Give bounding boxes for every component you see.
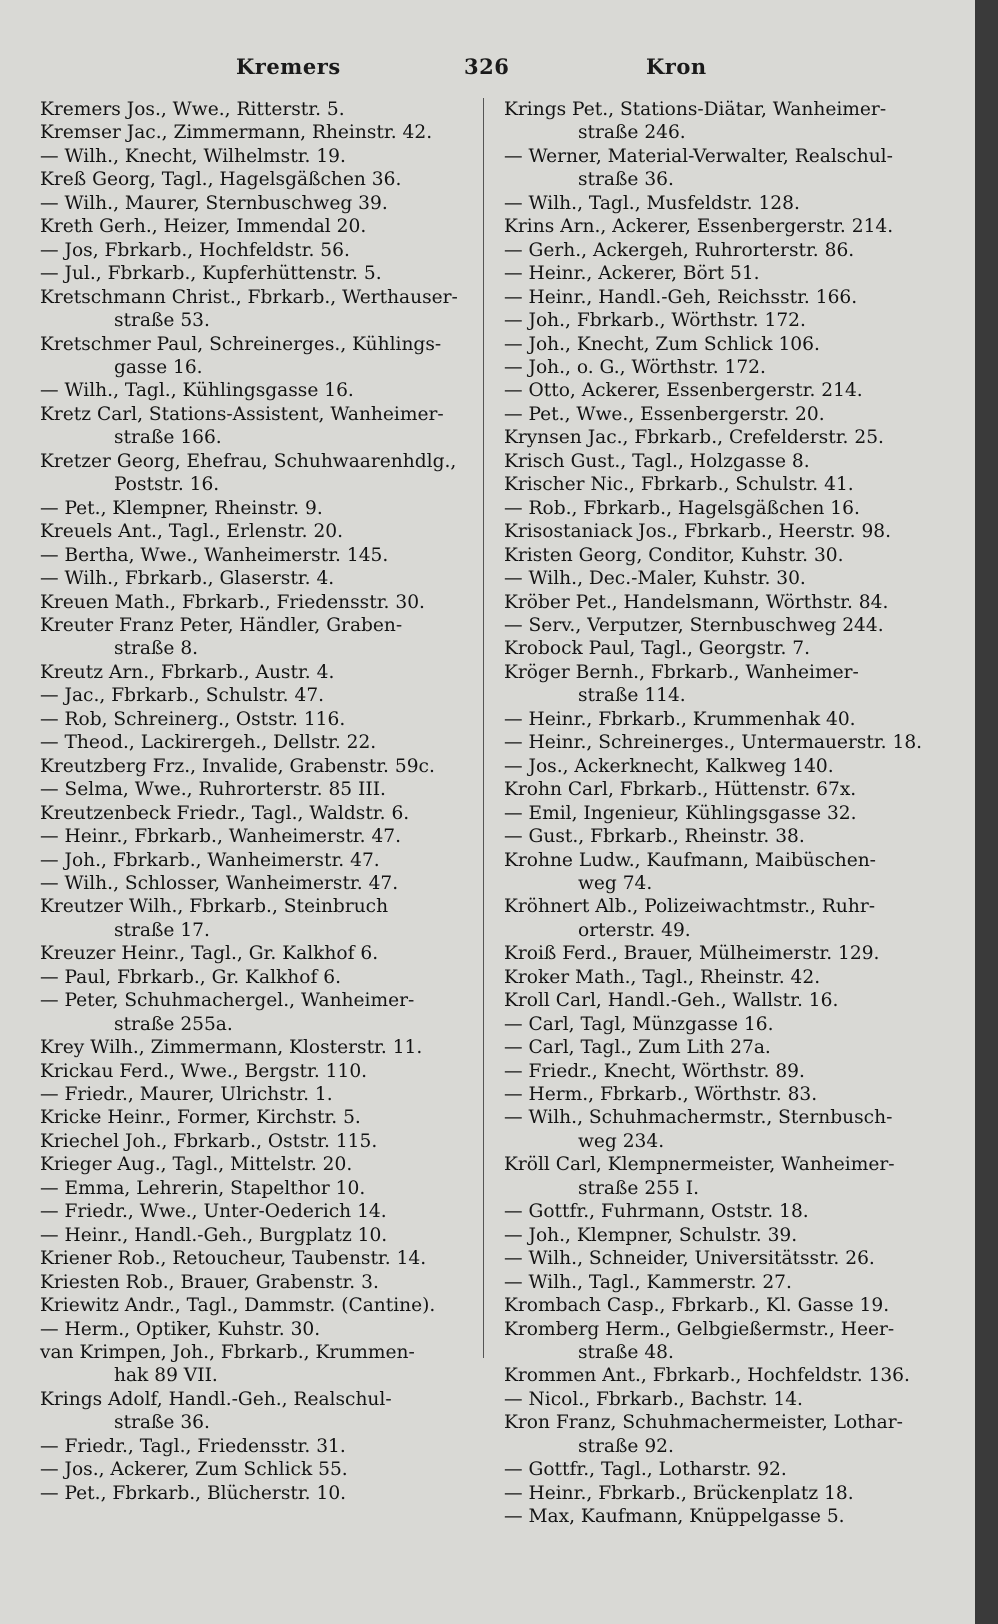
directory-entry bbox=[40, 567, 468, 590]
entry-continuation: Poststr. 16. bbox=[114, 474, 220, 496]
entry-continuation: straße 92. bbox=[578, 1435, 674, 1457]
directory-entry bbox=[504, 98, 924, 145]
entry-line: — Friedr., Maurer, Ulrichstr. 1. bbox=[40, 1084, 333, 1106]
entry-line: — Max, Kaufmann, Knüppelgasse 5. bbox=[504, 1506, 845, 1528]
entry-line: — Wilh., Tagl., Musfeldstr. 128. bbox=[504, 192, 800, 214]
directory-entry bbox=[40, 708, 468, 731]
entry-continuation: straße 255 I. bbox=[578, 1177, 699, 1199]
entry-continuation: weg 234. bbox=[578, 1130, 665, 1152]
directory-entry bbox=[40, 684, 468, 707]
directory-entry bbox=[504, 1505, 924, 1528]
directory-entry bbox=[40, 895, 468, 942]
entry-line: — Jos, Fbrkarb., Hochfeldstr. 56. bbox=[40, 239, 350, 261]
entry-line: Kroll Carl, Handl.-Geh., Wallstr. 16. bbox=[504, 990, 839, 1012]
directory-entry bbox=[40, 379, 468, 402]
directory-entry bbox=[40, 333, 468, 380]
directory-entry bbox=[40, 1153, 468, 1176]
directory-entry bbox=[40, 731, 468, 754]
directory-entry bbox=[40, 825, 468, 848]
entry-line: Kreuzer Heinr., Tagl., Gr. Kalkhof 6. bbox=[40, 943, 379, 965]
entry-continuation: straße 8. bbox=[114, 638, 199, 660]
page-edge bbox=[975, 0, 998, 1624]
entry-line: Krommen Ant., Fbrkarb., Hochfeldstr. 136. bbox=[504, 1365, 910, 1387]
entry-line: — Selma, Wwe., Ruhrorterstr. 85 III. bbox=[40, 779, 386, 801]
directory-entry bbox=[40, 966, 468, 989]
entry-line: — Friedr., Knecht, Wörthstr. 89. bbox=[504, 1060, 805, 1082]
directory-entry bbox=[504, 286, 924, 309]
entry-line: Krings Pet., Stations-Diätar, Wanheimer- bbox=[504, 99, 887, 120]
entry-line: — Joh., o. G., Wörthstr. 172. bbox=[504, 356, 766, 378]
directory-entry bbox=[504, 356, 924, 379]
entry-line: — Gottfr., Fuhrmann, Oststr. 18. bbox=[504, 1201, 809, 1223]
entry-line: Kriesten Rob., Brauer, Grabenstr. 3. bbox=[40, 1271, 379, 1293]
entry-line: — Emma, Lehrerin, Stapelthor 10. bbox=[40, 1177, 366, 1199]
entry-line: — Herm., Fbrkarb., Wörthstr. 83. bbox=[504, 1084, 818, 1106]
directory-entry bbox=[40, 1458, 468, 1481]
entry-line: — Rob, Schreinerg., Oststr. 116. bbox=[40, 708, 346, 730]
directory-entry bbox=[40, 520, 468, 543]
entry-line: — Pet., Wwe., Essenbergerstr. 20. bbox=[504, 403, 825, 425]
entry-line: — Carl, Tagl., Zum Lith 27a. bbox=[504, 1037, 771, 1059]
entry-line: — Wilh., Schuhmachermstr., Sternbusch- bbox=[504, 1107, 893, 1129]
directory-entry bbox=[504, 145, 924, 192]
entry-line: — Werner, Material-Verwalter, Realschul- bbox=[504, 145, 893, 167]
directory-entry bbox=[40, 450, 468, 497]
entry-line: — Heinr., Fbrkarb., Wanheimerstr. 47. bbox=[40, 826, 402, 848]
directory-entry bbox=[40, 1130, 468, 1153]
directory-entry bbox=[40, 989, 468, 1036]
directory-entry bbox=[40, 778, 468, 801]
directory-entry bbox=[504, 1364, 924, 1387]
entry-line: Kricke Heinr., Former, Kirchstr. 5. bbox=[40, 1107, 361, 1129]
entry-line: — Heinr., Handl.-Geh., Burgplatz 10. bbox=[40, 1224, 388, 1246]
directory-entry bbox=[504, 473, 924, 496]
entry-line: — Pet., Fbrkarb., Blücherstr. 10. bbox=[40, 1482, 347, 1504]
directory-entry bbox=[504, 1458, 924, 1481]
directory-entry bbox=[504, 1482, 924, 1505]
directory-entry bbox=[40, 497, 468, 520]
directory-entry bbox=[40, 262, 468, 285]
entry-line: Krisostaniack Jos., Fbrkarb., Heerstr. 98. bbox=[504, 521, 892, 543]
directory-entry bbox=[504, 309, 924, 332]
entry-line: Krings Adolf, Handl.-Geh., Realschul- bbox=[40, 1388, 392, 1410]
entry-line: Krohne Ludw., Kaufmann, Maibüschen- bbox=[504, 849, 876, 871]
directory-entry bbox=[504, 1271, 924, 1294]
directory-entry bbox=[40, 1294, 468, 1317]
entry-line: — Emil, Ingenieur, Kühlingsgasse 32. bbox=[504, 802, 857, 824]
entry-line: Krisch Gust., Tagl., Holzgasse 8. bbox=[504, 450, 810, 472]
directory-entry bbox=[40, 1106, 468, 1129]
entry-line: Kreuter Franz Peter, Händler, Graben- bbox=[40, 614, 403, 636]
directory-entry bbox=[40, 849, 468, 872]
directory-entry bbox=[504, 262, 924, 285]
directory-entry bbox=[40, 661, 468, 684]
directory-entry bbox=[504, 544, 924, 567]
directory-entry bbox=[40, 215, 468, 238]
entry-line: Kretz Carl, Stations-Assistent, Wanheimer- bbox=[40, 403, 444, 425]
entry-line: — Rob., Fbrkarb., Hagelsgäßchen 16. bbox=[504, 497, 860, 519]
directory-entry bbox=[40, 755, 468, 778]
directory-entry bbox=[504, 379, 924, 402]
entry-continuation: straße 48. bbox=[578, 1342, 674, 1364]
entry-line: — Friedr., Wwe., Unter-Oederich 14. bbox=[40, 1201, 387, 1223]
entry-line: Kreuen Math., Fbrkarb., Friedensstr. 30. bbox=[40, 591, 425, 613]
entry-line: Kriechel Joh., Fbrkarb., Oststr. 115. bbox=[40, 1130, 378, 1152]
directory-entry bbox=[504, 1224, 924, 1247]
entry-line: — Bertha, Wwe., Wanheimerstr. 145. bbox=[40, 544, 389, 566]
entry-continuation: hak 89 VII. bbox=[114, 1365, 218, 1387]
entry-line: — Wilh., Tagl., Kühlingsgasse 16. bbox=[40, 380, 354, 402]
directory-entry bbox=[504, 1200, 924, 1223]
directory-entry bbox=[40, 614, 468, 661]
left-column bbox=[40, 98, 468, 1505]
directory-entry bbox=[40, 286, 468, 333]
entry-continuation: straße 36. bbox=[114, 1412, 210, 1434]
entry-line: — Wilh., Tagl., Kammerstr. 27. bbox=[504, 1271, 792, 1293]
entry-line: — Joh., Knecht, Zum Schlick 106. bbox=[504, 333, 820, 355]
directory-entry bbox=[504, 215, 924, 238]
entry-continuation: orterstr. 49. bbox=[578, 919, 691, 941]
entry-line: van Krimpen, Joh., Fbrkarb., Krummen- bbox=[40, 1342, 415, 1364]
entry-line: Krins Arn., Ackerer, Essenbergerstr. 214. bbox=[504, 216, 894, 238]
entry-line: Kristen Georg, Conditor, Kuhstr. 30. bbox=[504, 544, 844, 566]
entry-line: — Jac., Fbrkarb., Schulstr. 47. bbox=[40, 685, 325, 707]
entry-line: — Theod., Lackirergeh., Dellstr. 22. bbox=[40, 732, 377, 754]
directory-entry bbox=[504, 1106, 924, 1153]
directory-entry bbox=[504, 802, 924, 825]
directory-entry bbox=[504, 1060, 924, 1083]
entry-line: — Jos., Ackerknecht, Kalkweg 140. bbox=[504, 755, 834, 777]
entry-line: Kreuels Ant., Tagl., Erlenstr. 20. bbox=[40, 521, 344, 543]
directory-entry bbox=[504, 614, 924, 637]
directory-entry bbox=[40, 1435, 468, 1458]
entry-line: — Heinr., Fbrkarb., Krummenhak 40. bbox=[504, 708, 856, 730]
entry-line: Krieger Aug., Tagl., Mittelstr. 20. bbox=[40, 1154, 353, 1176]
directory-entry bbox=[504, 942, 924, 965]
entry-line: — Heinr., Ackerer, Bört 51. bbox=[504, 263, 760, 285]
directory-entry bbox=[40, 802, 468, 825]
entry-line: Krynsen Jac., Fbrkarb., Crefelderstr. 25. bbox=[504, 427, 884, 449]
directory-entry bbox=[504, 520, 924, 543]
directory-entry bbox=[40, 1224, 468, 1247]
directory-entry bbox=[40, 168, 468, 191]
directory-entry bbox=[40, 942, 468, 965]
entry-line: Kremser Jac., Zimmermann, Rheinstr. 42. bbox=[40, 122, 433, 144]
entry-continuation: straße 166. bbox=[114, 427, 222, 449]
entry-line: — Joh., Fbrkarb., Wanheimerstr. 47. bbox=[40, 849, 380, 871]
directory-entry bbox=[504, 192, 924, 215]
entry-line: Krombach Casp., Fbrkarb., Kl. Gasse 19. bbox=[504, 1295, 890, 1317]
entry-line: Kröll Carl, Klempnermeister, Wanheimer- bbox=[504, 1154, 895, 1176]
directory-entry bbox=[504, 966, 924, 989]
directory-entry bbox=[504, 895, 924, 942]
right-column bbox=[504, 98, 924, 1529]
directory-entry bbox=[40, 1083, 468, 1106]
directory-entry bbox=[504, 1388, 924, 1411]
directory-entry bbox=[504, 426, 924, 449]
directory-entry bbox=[40, 872, 468, 895]
directory-entry bbox=[40, 98, 468, 121]
directory-entry bbox=[504, 731, 924, 754]
directory-entry bbox=[504, 1083, 924, 1106]
directory-entry bbox=[40, 1318, 468, 1341]
directory-entry bbox=[40, 1036, 468, 1059]
header-right-catchword: Kron bbox=[646, 54, 707, 79]
directory-entry bbox=[40, 591, 468, 614]
directory-entry bbox=[504, 849, 924, 896]
entry-line: — Heinr., Schreinerges., Untermauerstr. 18. bbox=[504, 732, 923, 754]
entry-line: — Joh., Klempner, Schulstr. 39. bbox=[504, 1224, 798, 1246]
entry-line: Kromberg Herm., Gelbgießermstr., Heer- bbox=[504, 1318, 895, 1340]
directory-entry bbox=[504, 333, 924, 356]
entry-line: Kreutzer Wilh., Fbrkarb., Steinbruch bbox=[40, 896, 389, 918]
entry-line: Kreth Gerh., Heizer, Immendal 20. bbox=[40, 216, 367, 238]
directory-entry bbox=[504, 450, 924, 473]
entry-line: Kremers Jos., Wwe., Ritterstr. 5. bbox=[40, 99, 345, 120]
entry-line: Kretschmann Christ., Fbrkarb., Werthauser- bbox=[40, 286, 458, 308]
entry-line: Kroiß Ferd., Brauer, Mülheimerstr. 129. bbox=[504, 943, 880, 965]
entry-line: — Serv., Verputzer, Sternbuschweg 244. bbox=[504, 614, 884, 636]
directory-entry bbox=[504, 403, 924, 426]
directory-entry bbox=[504, 637, 924, 660]
entry-line: — Otto, Ackerer, Essenbergerstr. 214. bbox=[504, 380, 863, 402]
entry-line: Kreß Georg, Tagl., Hagelsgäßchen 36. bbox=[40, 169, 402, 191]
entry-line: Kretschmer Paul, Schreinerges., Kühlings- bbox=[40, 333, 442, 355]
directory-entry bbox=[40, 1060, 468, 1083]
entry-line: — Herm., Optiker, Kuhstr. 30. bbox=[40, 1318, 321, 1340]
entry-line: Krey Wilh., Zimmermann, Klosterstr. 11. bbox=[40, 1037, 423, 1059]
entry-continuation: straße 246. bbox=[578, 122, 686, 144]
directory-entry bbox=[504, 708, 924, 731]
page-number: 326 bbox=[464, 54, 510, 79]
entry-line: — Heinr., Fbrkarb., Brückenplatz 18. bbox=[504, 1482, 854, 1504]
entry-line: — Nicol., Fbrkarb., Bachstr. 14. bbox=[504, 1388, 803, 1410]
entry-line: Kriewitz Andr., Tagl., Dammstr. (Cantine). bbox=[40, 1295, 436, 1317]
entry-line: — Jos., Ackerer, Zum Schlick 55. bbox=[40, 1459, 348, 1481]
directory-entry bbox=[504, 1294, 924, 1317]
directory-entry bbox=[40, 1247, 468, 1270]
entry-line: — Gottfr., Tagl., Lotharstr. 92. bbox=[504, 1459, 787, 1481]
entry-line: — Wilh., Schneider, Universitätsstr. 26. bbox=[504, 1248, 875, 1270]
entry-line: — Joh., Fbrkarb., Wörthstr. 172. bbox=[504, 310, 806, 332]
entry-line: Krischer Nic., Fbrkarb., Schulstr. 41. bbox=[504, 474, 854, 496]
entry-line: — Carl, Tagl, Münzgasse 16. bbox=[504, 1013, 774, 1035]
entry-continuation: straße 17. bbox=[114, 919, 210, 941]
entry-line: — Wilh., Knecht, Wilhelmstr. 19. bbox=[40, 145, 346, 167]
entry-line: — Paul, Fbrkarb., Gr. Kalkhof 6. bbox=[40, 966, 341, 988]
directory-entry bbox=[504, 661, 924, 708]
entry-line: — Gust., Fbrkarb., Rheinstr. 38. bbox=[504, 826, 805, 848]
directory-entry bbox=[504, 1013, 924, 1036]
directory-entry bbox=[504, 591, 924, 614]
entry-line: Krohn Carl, Fbrkarb., Hüttenstr. 67x. bbox=[504, 779, 857, 801]
directory-entry bbox=[40, 1200, 468, 1223]
directory-entry bbox=[504, 497, 924, 520]
entry-line: — Wilh., Maurer, Sternbuschweg 39. bbox=[40, 192, 388, 214]
directory-entry bbox=[40, 145, 468, 168]
entry-continuation: straße 53. bbox=[114, 310, 210, 332]
entry-continuation: straße 114. bbox=[578, 685, 686, 707]
directory-entry bbox=[504, 989, 924, 1012]
entry-line: Kröger Bernh., Fbrkarb., Wanheimer- bbox=[504, 661, 859, 683]
entry-continuation: straße 36. bbox=[578, 169, 674, 191]
entry-line: Kröhnert Alb., Polizeiwachtmstr., Ruhr- bbox=[504, 896, 876, 918]
directory-entry bbox=[504, 1036, 924, 1059]
directory-entry bbox=[40, 1482, 468, 1505]
entry-line: — Friedr., Tagl., Friedensstr. 31. bbox=[40, 1435, 346, 1457]
directory-entry bbox=[40, 1271, 468, 1294]
header-left-catchword: Kremers bbox=[236, 54, 341, 79]
directory-entry bbox=[504, 1318, 924, 1365]
directory-entry bbox=[504, 755, 924, 778]
directory-entry bbox=[40, 403, 468, 450]
entry-continuation: weg 74. bbox=[578, 872, 653, 894]
entry-line: Krickau Ferd., Wwe., Bergstr. 110. bbox=[40, 1060, 368, 1082]
entry-line: Kron Franz, Schuhmachermeister, Lothar- bbox=[504, 1412, 903, 1434]
entry-line: Kriener Rob., Retoucheur, Taubenstr. 14. bbox=[40, 1248, 427, 1270]
entry-line: — Pet., Klempner, Rheinstr. 9. bbox=[40, 497, 323, 519]
entry-line: — Peter, Schuhmachergel., Wanheimer- bbox=[40, 990, 415, 1012]
directory-entry bbox=[40, 121, 468, 144]
entry-line: — Jul., Fbrkarb., Kupferhüttenstr. 5. bbox=[40, 263, 382, 285]
entry-line: — Wilh., Schlosser, Wanheimerstr. 47. bbox=[40, 872, 399, 894]
entry-line: Krobock Paul, Tagl., Georgstr. 7. bbox=[504, 638, 811, 660]
entry-line: — Wilh., Dec.-Maler, Kuhstr. 30. bbox=[504, 568, 806, 590]
entry-line: — Wilh., Fbrkarb., Glaserstr. 4. bbox=[40, 568, 335, 590]
directory-entry bbox=[504, 1153, 924, 1200]
page-header bbox=[0, 54, 975, 90]
entry-line: Kreutzberg Frz., Invalide, Grabenstr. 59c. bbox=[40, 755, 435, 777]
directory-entry bbox=[40, 544, 468, 567]
entry-line: Kröber Pet., Handelsmann, Wörthstr. 84. bbox=[504, 591, 889, 613]
column-divider bbox=[483, 98, 484, 1358]
directory-entry bbox=[504, 1411, 924, 1458]
directory-entry bbox=[40, 1177, 468, 1200]
directory-entry bbox=[504, 567, 924, 590]
entry-line: — Heinr., Handl.-Geh, Reichsstr. 166. bbox=[504, 286, 858, 308]
directory-entry bbox=[504, 778, 924, 801]
entry-line: — Gerh., Ackergeh, Ruhrorterstr. 86. bbox=[504, 239, 855, 261]
entry-line: Kreutz Arn., Fbrkarb., Austr. 4. bbox=[40, 661, 335, 683]
entry-continuation: straße 255a. bbox=[114, 1013, 233, 1035]
directory-entry bbox=[40, 239, 468, 262]
directory-entry bbox=[40, 1341, 468, 1388]
directory-entry bbox=[40, 192, 468, 215]
directory-entry bbox=[504, 239, 924, 262]
directory-entry bbox=[504, 825, 924, 848]
directory-entry bbox=[504, 1247, 924, 1270]
entry-line: Kreutzenbeck Friedr., Tagl., Waldstr. 6. bbox=[40, 802, 410, 824]
entry-line: Kroker Math., Tagl., Rheinstr. 42. bbox=[504, 966, 821, 988]
entry-line: Kretzer Georg, Ehefrau, Schuhwaarenhdlg., bbox=[40, 450, 457, 472]
directory-entry bbox=[40, 1388, 468, 1435]
entry-continuation: gasse 16. bbox=[114, 356, 203, 378]
